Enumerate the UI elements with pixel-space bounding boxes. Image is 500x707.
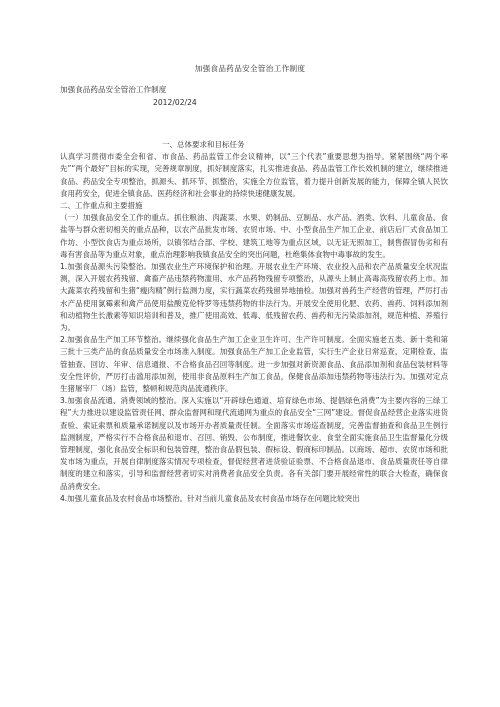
section-heading-1: 一、总体要求和目标任务 [162, 140, 245, 149]
paragraph-source-pollution: 1.加强食品源头污染整治。加强农业生产环境保护和治理。开展农业生产环境、农业投入品和农产品质量安全状况监测，深入开展农药残留、禽畜产品违禁药物滥用、水产品药物残留专项整治，从源头上制止高毒高残留农药上市。加大蔬菜农药残留和生猪“瘦肉精”例行监测力度，实行蔬菜农药残留异地抽检。加强对兽药生产经营的管理，严厉打击水产品使用氯霉素和禽产品使用盐酸克伦特罗等违禁药物的非法行为。开展安全使用化肥、农药、兽药、饲料添加剂和动植物生长激素等知识培训和普及，推广使用高效、低毒、低残留农药、兽药和无污染添加剂，规范种植、养殖行为。 [60, 262, 448, 333]
document-body [60, 139, 448, 505]
document-title: 加强食品药品安全管治工作制度 [194, 64, 306, 73]
paragraph-circulation-consumption: 3.加强食品流通、消费领域的整治。深入实施以“开辟绿色通道、培育绿色市场、提倡绿色消费”为主要内容的三绿工程”大力推进以建设监管责任网、群众监督网和现代流通网为重点的食品安全“三网”建设。督促食品经营企业落实进货查验、索证索票和质量承诺制度以及市场开办者质量责任制。全面落实市场巡查制度，完善监督抽查和食品卫生例行监测制度，严格实行不合格食品和退市、召回、销毁、公布制度，推进餐饮业、食堂全面实施食品卫生监督量化分级管理制度，强化食品安全标识和包装管理，整治食品假包装、假标设、假商标印制品。以商场、超市、农贸市场和批发市场为重点，开展自律制度落实情况专项检查，督促经营者进货验证验票、不合格食品退市、食品质量责任等自律制度的建立和落实，引导和监督经营者切实对消费者食品安全负责。各有关部门要开展经常性的联合大检查，确保食品消费安全。 [60, 396, 448, 491]
paragraph-general-requirements: 认真学习贯彻市委全会和省、市食品、药品监管工作会议精神，以“三个代表”重要思想为指导。紧紧围绕“两个率先”“两个最好”目标的实现，完善规章制度，抓好制度落实，扎实推进食品、药品监管工作长效机制的建立，继续推进食品、药品安全专项整治，抓源头、抓环节、抓整治，实施全方位监管，着力提升创新发展的能力，保障全镇人民饮食用药安全，促进全镇食品、医药经济和社会事业的持续快速健康发展。 [60, 152, 448, 198]
section-heading-2: 二、工作重点和主要措施 [60, 201, 143, 211]
paragraph-production-processing: 2.加强食品生产加工环节整治。继续强化食品生产加工企业卫生许可、生产许可制度。全面实施老五类、新十类和第三批十三类产品的食品质量安全市场准入制度。加强食品生产加工企业监管，实行生产企业日常巡查，定期检查、监管抽查、回访、年审、信息通报、不合格食品召回等制度。进一步加强对新资源食品、食品添加剂和食品包装材料等安全性评价，严厉打击滥用添加剂，使用非食品原料生产加工食品，保健食品添加违禁药物等违法行为。加强对定点生猪屠宰厂（场）监管，整顿和规范肉品流通秩序。 [60, 335, 448, 394]
document-subtitle: 加强食品药品安全管治工作制度 [60, 85, 167, 94]
paragraph-food-safety-focus: （一）加强食品安全工作的重点。抓住粮油、肉蔬菜、水果、奶制品、豆制品、水产品、酒类、饮料、儿童食品、食盐等与群众密切相关的重点品种，以农产品批发市场、农贸市场、中、小型食品生产加工企业、前店后厂式食品加工作坊、小型饮食店为重点场所，以镇邻结合部、学校、建筑工地等为重点区域，以无证无照加工，制售假冒伪劣和有毒有害食品等为重点对象，重点治理影响我镇食品安全的突出问题，杜绝集体食物中毒事故的发生。 [60, 213, 448, 259]
document-date: 2012/02/24 [153, 98, 197, 107]
paragraph-children-rural-food: 4.加强儿童食品及农村食品市场整治。针对当前儿童食品及农村食品市场存在问题比较突出 [60, 493, 360, 503]
